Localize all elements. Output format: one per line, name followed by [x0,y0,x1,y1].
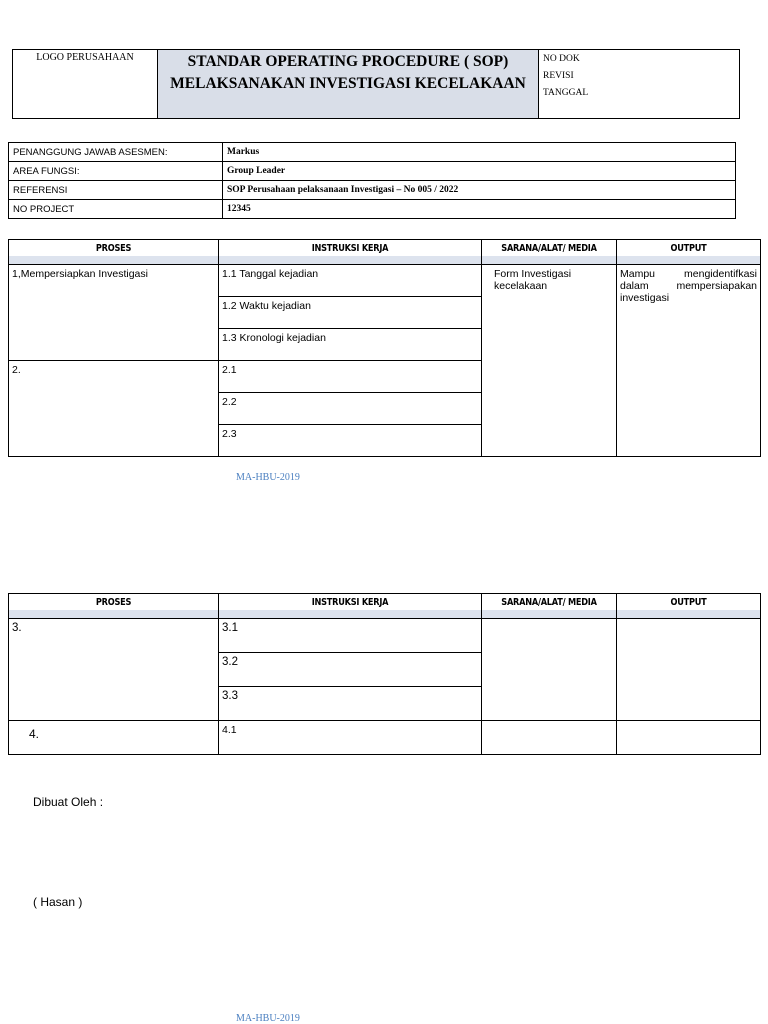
info-label: AREA FUNGSI: [9,162,223,181]
instruction-cell: 2.2 [219,393,482,425]
document-title [158,50,539,118]
sarana-cell [482,721,617,755]
column-header-proses: PROSES [9,240,219,265]
output-cell: Mampu mengidentifkasi dalam mempersiapakan investigasi [617,265,761,457]
process-table-1 [8,239,761,457]
meta-tanggal: TANGGAL [543,88,589,98]
output-cell [617,721,761,755]
meta-no-dok: NO DOK [543,54,580,64]
title-line-2: MELAKSANAKAN INVESTIGASI KECELAKAAN [170,75,526,92]
sarana-cell: Form Investigasi kecelakaan [482,265,617,457]
info-row [9,162,736,181]
instruction-cell: 1.1 Tanggal kejadian [219,265,482,297]
info-row [9,181,736,200]
column-header-instruksi: INSTRUKSI KERJA [219,594,482,619]
document-header [12,49,740,119]
footer-code: MA-HBU-2019 [236,472,300,483]
process-cell: 4. [9,721,219,755]
info-value: Group Leader [223,162,736,181]
meta-revisi: REVISI [543,71,574,81]
process-table-2 [8,593,761,755]
instruction-cell: 2.3 [219,425,482,457]
instruction-cell: 1.3 Kronologi kejadian [219,329,482,361]
document-meta [539,50,743,119]
instruction-cell: 3.2 [219,653,482,687]
info-label: PENANGGUNG JAWAB ASESMEN: [9,143,223,162]
instruction-cell: 1.2 Waktu kejadian [219,297,482,329]
info-row [9,200,736,219]
signatory-name: ( Hasan ) [33,895,83,909]
footer-code: MA-HBU-2019 [236,1013,300,1024]
info-label: NO PROJECT [9,200,223,219]
column-header-proses: PROSES [9,594,219,619]
column-header-output: OUTPUT [617,594,761,619]
info-row [9,143,736,162]
instruction-cell: 4.1 [219,721,482,755]
column-header-output: OUTPUT [617,240,761,265]
sarana-cell [482,619,617,721]
column-header-sarana: SARANA/ALAT/ MEDIA [482,240,617,265]
title-line-1: STANDAR OPERATING PROCEDURE ( SOP) [187,53,509,70]
instruction-cell: 2.1 [219,361,482,393]
made-by-label: Dibuat Oleh : [33,795,104,809]
output-cell [617,619,761,721]
info-value: SOP Perusahaan pelaksanaan Investigasi – No 005 / 2022 [223,181,736,200]
info-value: 12345 [223,200,736,219]
process-cell: 3. [9,619,219,721]
column-header-instruksi: INSTRUKSI KERJA [219,240,482,265]
instruction-cell: 3.1 [219,619,482,653]
info-value: Markus [223,143,736,162]
column-header-sarana: SARANA/ALAT/ MEDIA [482,594,617,619]
logo-placeholder: LOGO PERUSAHAAN [13,50,158,118]
instruction-cell: 3.3 [219,687,482,721]
info-table [8,142,736,219]
info-label: REFERENSI [9,181,223,200]
process-cell: 2. [9,361,219,457]
process-cell: 1,Mempersiapkan Investigasi [9,265,219,361]
